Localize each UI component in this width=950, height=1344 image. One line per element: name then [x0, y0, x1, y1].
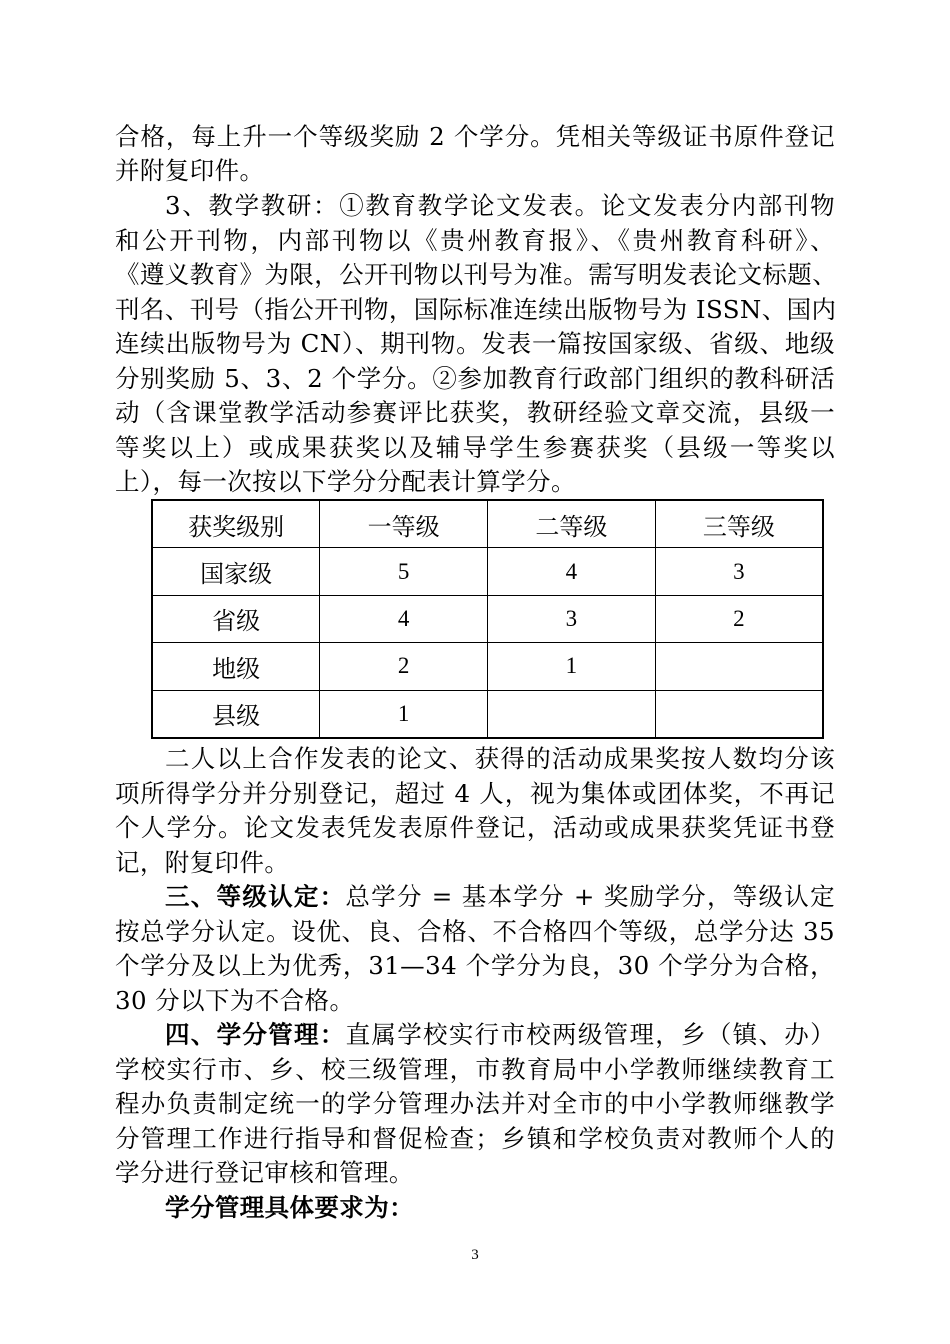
credit-cell: 2 [655, 595, 823, 642]
table-header-cell: 三等级 [655, 500, 823, 548]
credit-cell: 1 [320, 690, 488, 738]
credit-cell [655, 690, 823, 738]
page-number: 3 [471, 1247, 479, 1263]
text-line: 程办负责制定统一的学分管理办法并对全市的中小学教师继教学 [115, 1089, 835, 1118]
section-three-first-line [165, 880, 835, 914]
text-line: 等奖以上）或成果获奖以及辅导学生参赛获奖（县级一等奖以 [115, 433, 835, 462]
text-line: 动（含课堂教学活动参赛评比获奖，教研经验文章交流，县级一 [115, 398, 835, 427]
section-text: 总学分 = 基本学分 + 奖励学分，等级认定 [345, 882, 835, 911]
text-line: 项所得学分并分别登记，超过 4 人，视为集体或团体奖，不再记 [115, 779, 835, 808]
text-line: 刊名、刊号（指公开刊物，国际标准连续出版物号为 ISSN、国内 [115, 295, 837, 324]
text-line: 个学分及以上为优秀，31—34 个学分为良，30 个学分为合格， [115, 951, 835, 980]
credit-cell [655, 643, 823, 690]
text-line: 学校实行市、乡、校三级管理，市教育局中小学教师继续教育工 [115, 1055, 835, 1084]
level-cell: 国家级 [152, 548, 320, 595]
text-line: 学分进行登记审核和管理。 [115, 1158, 414, 1187]
table-row [152, 548, 823, 595]
text-line: 并附复印件。 [115, 156, 265, 185]
level-cell: 县级 [152, 690, 320, 738]
text-line: 按总学分认定。设优、良、合格、不合格四个等级，总学分达 35 [115, 917, 835, 946]
table-header-cell: 获奖级别 [152, 500, 320, 548]
requirements-heading: 学分管理具体要求为： [165, 1193, 414, 1222]
credit-table [151, 499, 824, 739]
credit-cell: 1 [488, 643, 656, 690]
credit-cell: 2 [320, 643, 488, 690]
text-line: 《遵义教育》为限，公开刊物以刊号为准。需写明发表论文标题、 [115, 260, 838, 289]
credit-cell: 4 [320, 595, 488, 642]
table-row [152, 643, 823, 690]
section-text: 直属学校实行市校两级管理，乡（镇、办） [345, 1020, 835, 1049]
text-line: 记，附复印件。 [115, 848, 290, 877]
table-row [152, 595, 823, 642]
table-row [152, 690, 823, 738]
table-header-cell: 二等级 [488, 500, 656, 548]
section-heading: 四、学分管理： [165, 1020, 346, 1049]
text-line: 上），每一次按以下学分分配表计算学分。 [115, 467, 576, 496]
text-line: 和公开刊物，内部刊物以《贵州教育报》、《贵州教育科研》、 [115, 226, 835, 255]
level-cell: 省级 [152, 595, 320, 642]
section-heading: 三、等级认定： [165, 882, 346, 911]
text-line: 个人学分。论文发表凭发表原件登记，活动或成果获奖凭证书登 [115, 813, 835, 842]
text-line: 二人以上合作发表的论文、获得的活动成果奖按人数均分该 [165, 744, 835, 773]
text-line: 30 分以下为不合格。 [115, 986, 355, 1015]
credit-cell [488, 690, 656, 738]
text-line: 3、教学教研：①教育教学论文发表。论文发表分内部刊物 [165, 191, 835, 220]
level-cell: 地级 [152, 643, 320, 690]
text-line: 连续出版物号为 CN）、期刊物。发表一篇按国家级、省级、地级 [115, 329, 835, 358]
credit-cell: 3 [488, 595, 656, 642]
credit-cell: 4 [488, 548, 656, 595]
section-four-first-line [165, 1018, 835, 1052]
text-line: 分管理工作进行指导和督促检查；乡镇和学校负责对教师个人的 [115, 1124, 835, 1153]
table-header-row [152, 500, 823, 548]
text-line: 合格，每上升一个等级奖励 2 个学分。凭相关等级证书原件登记 [115, 122, 835, 151]
credit-cell: 3 [655, 548, 823, 595]
table-header-cell: 一等级 [320, 500, 488, 548]
credit-cell: 5 [320, 548, 488, 595]
text-line: 分别奖励 5、3、2 个学分。②参加教育行政部门组织的教科研活 [115, 364, 835, 393]
